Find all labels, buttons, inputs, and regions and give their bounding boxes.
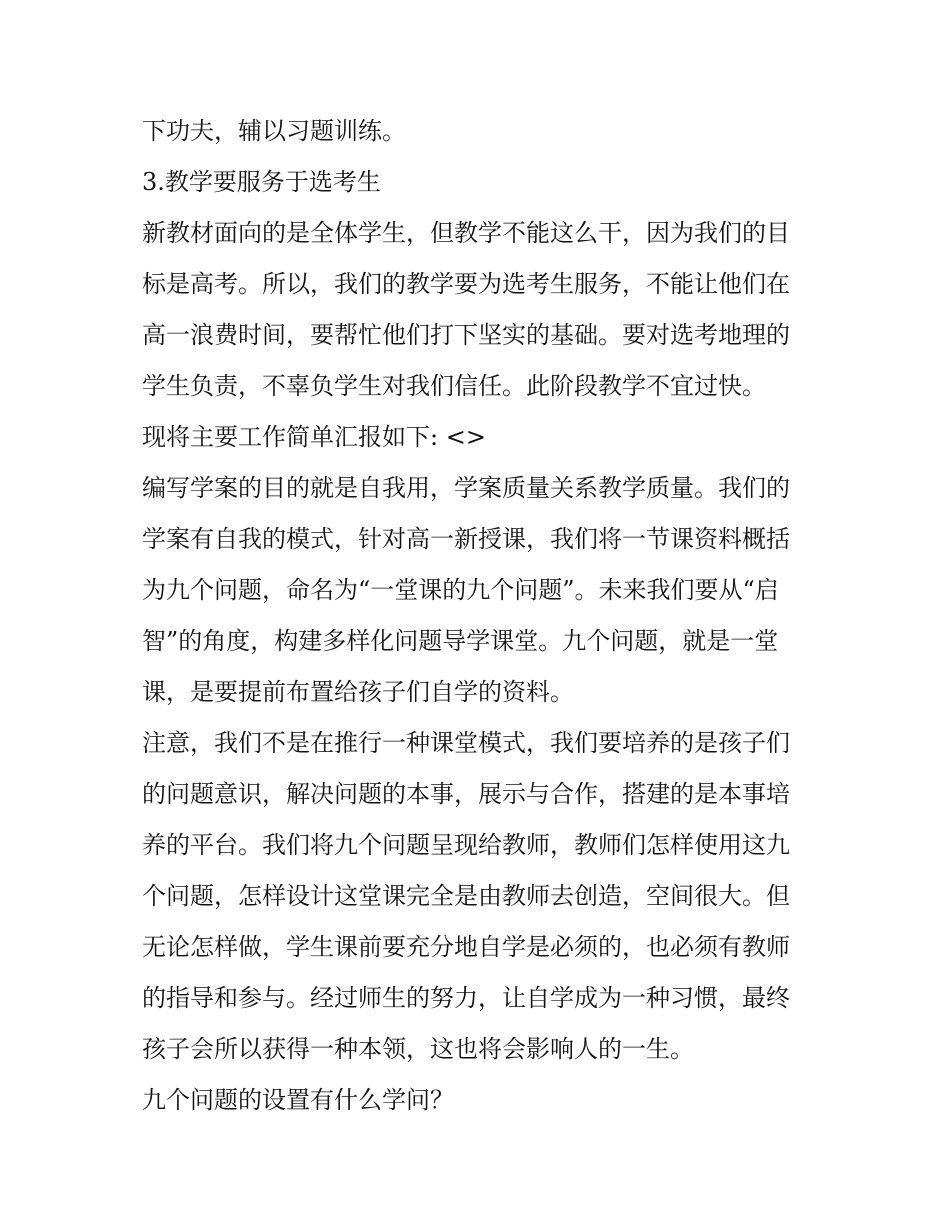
text-line: 为九个问题，命名为“一堂课的九个问题”。未来我们要从“启 — [142, 576, 779, 604]
text-line: 学案有自我的模式，针对高一新授课，我们将一节课资料概括 — [142, 525, 790, 553]
text-line: 新教材面向的是全体学生，但教学不能这么干，因为我们的目 — [142, 219, 790, 247]
text-line: 养的平台。我们将九个问题呈现给教师，教师们怎样使用这九 — [142, 831, 790, 859]
text-line: 编写学案的目的就是自我用，学案质量关系教学质量。我们的 — [142, 474, 790, 502]
section-heading: 3.教学要服务于选考生 — [142, 168, 381, 196]
text-line: 标是高考。所以，我们的教学要为选考生服务，不能让他们在 — [142, 270, 790, 298]
text-line: 下功夫，辅以习题训练。 — [142, 117, 406, 145]
text-line: 无论怎样做，学生课前要充分地自学是必须的，也必须有教师 — [142, 933, 790, 961]
text-line: 课，是要提前布置给孩子们自学的资料。 — [142, 678, 574, 706]
text-line: 的问题意识，解决问题的本事，展示与合作，搭建的是本事培 — [142, 780, 790, 808]
text-line: 个问题，怎样设计这堂课完全是由教师去创造，空间很大。但 — [142, 882, 790, 910]
text-line: 现将主要工作简单汇报如下: <> — [142, 423, 486, 451]
text-line: 的指导和参与。经过师生的努力，让自学成为一种习惯，最终 — [142, 984, 790, 1012]
text-line: 高一浪费时间，要帮忙他们打下坚实的基础。要对选考地理的 — [142, 321, 790, 349]
document-body — [142, 106, 814, 1126]
text-line: 注意，我们不是在推行一种课堂模式，我们要培养的是孩子们 — [142, 729, 790, 757]
text-line: 学生负责，不辜负学生对我们信任。此阶段教学不宜过快。 — [142, 372, 766, 400]
question-line: 九个问题的设置有什么学问？ — [142, 1086, 454, 1114]
text-line: 孩子会所以获得一种本领，这也将会影响人的一生。 — [142, 1035, 694, 1063]
text-line: 智”的角度，构建多样化问题导学课堂。九个问题，就是一堂 — [142, 627, 779, 655]
